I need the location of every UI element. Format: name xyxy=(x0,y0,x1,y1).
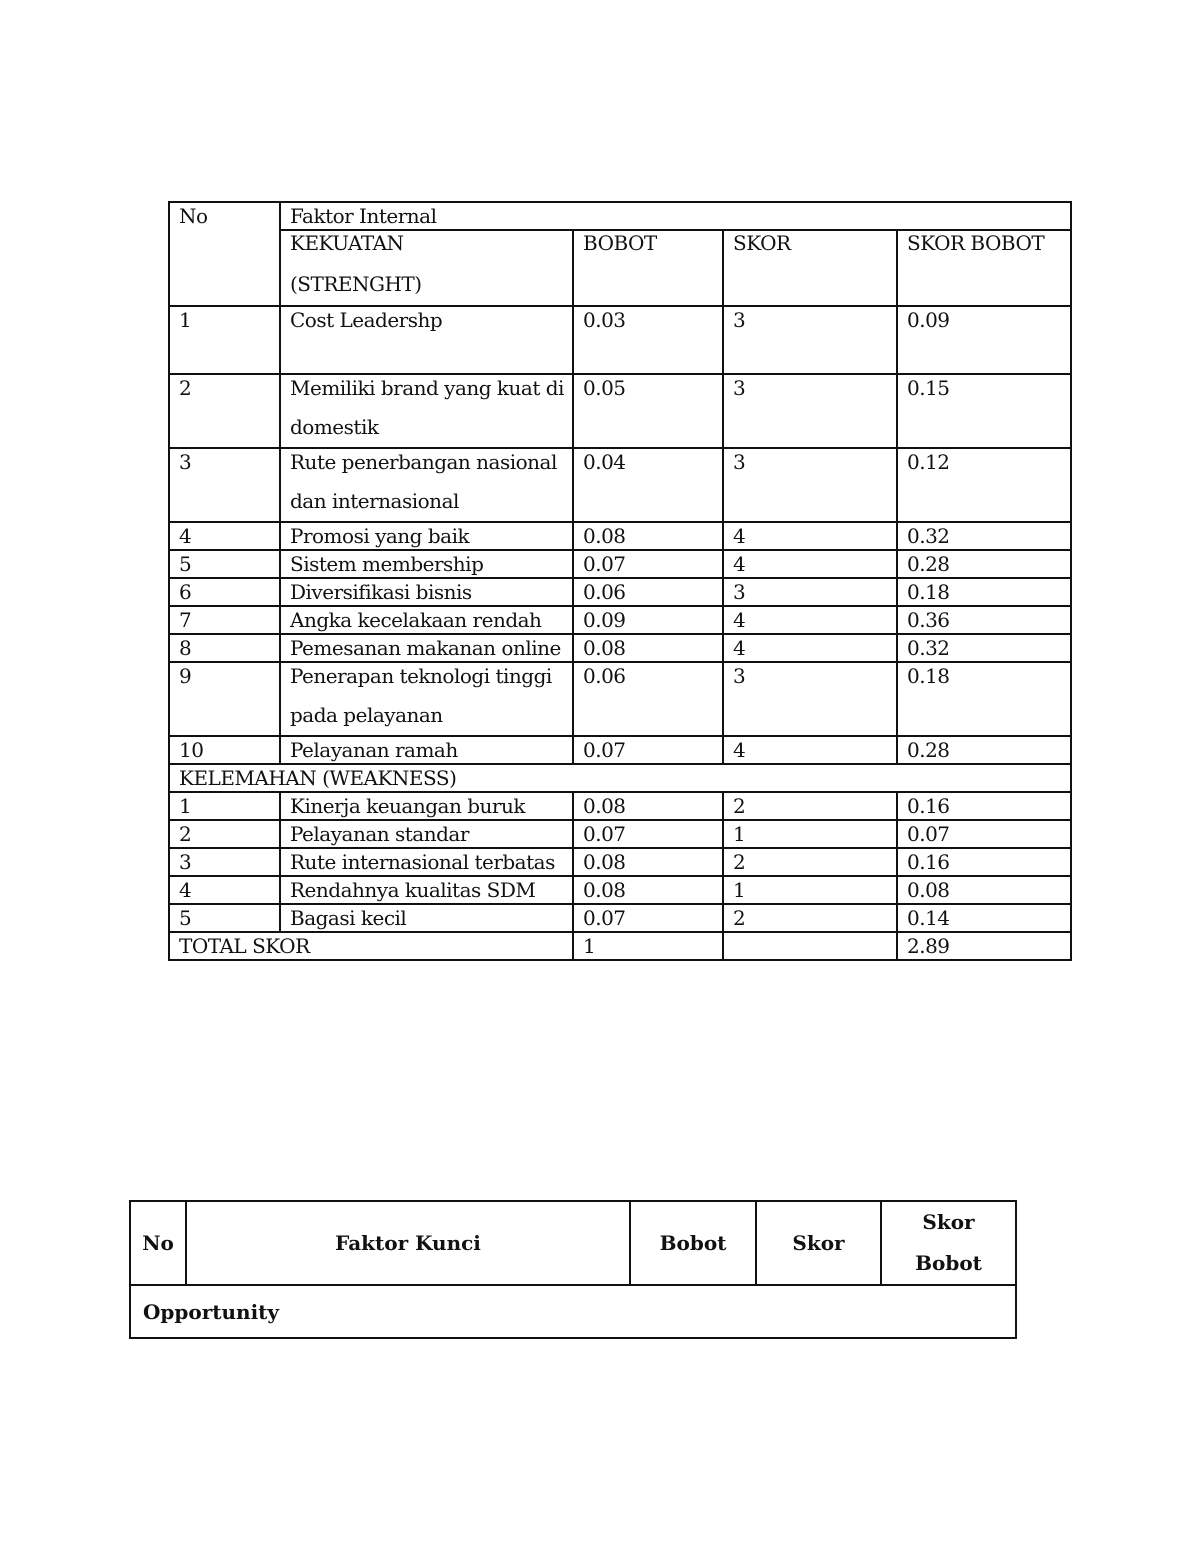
table-row xyxy=(169,448,1071,522)
cell-skor: 4 xyxy=(723,522,897,550)
cell-skor: 1 xyxy=(723,876,897,904)
cell-skor-bobot: 0.36 xyxy=(897,606,1071,634)
efe-header-skor: Skor xyxy=(756,1201,881,1285)
cell-skor: 3 xyxy=(723,448,897,522)
cell-bobot: 0.08 xyxy=(573,792,723,820)
cell-no: 2 xyxy=(169,374,280,448)
table-row xyxy=(169,578,1071,606)
table-row xyxy=(169,374,1071,448)
table-row xyxy=(169,820,1071,848)
cell-bobot: 0.08 xyxy=(573,848,723,876)
cell-skor-bobot: 0.08 xyxy=(897,876,1071,904)
weakness-section-label: KELEMAHAN (WEAKNESS) xyxy=(169,764,1071,792)
cell-skor-bobot: 0.16 xyxy=(897,792,1071,820)
total-row xyxy=(169,932,1071,960)
cell-skor: 2 xyxy=(723,904,897,932)
cell-skor: 3 xyxy=(723,662,897,736)
cell-no: 2 xyxy=(169,820,280,848)
cell-skor: 3 xyxy=(723,374,897,448)
cell-skor-bobot: 0.32 xyxy=(897,634,1071,662)
cell-skor-bobot: 0.09 xyxy=(897,306,1071,374)
cell-bobot: 0.05 xyxy=(573,374,723,448)
cell-skor: 4 xyxy=(723,736,897,764)
efe-header-faktor-kunci: Faktor Kunci xyxy=(186,1201,630,1285)
total-bobot: 1 xyxy=(573,932,723,960)
cell-faktor: Memiliki brand yang kuat di domestik xyxy=(280,374,573,448)
cell-skor: 2 xyxy=(723,848,897,876)
cell-no: 1 xyxy=(169,306,280,374)
cell-no: 7 xyxy=(169,606,280,634)
total-skor xyxy=(723,932,897,960)
cell-skor: 4 xyxy=(723,634,897,662)
cell-faktor: Diversifikasi bisnis xyxy=(280,578,573,606)
cell-faktor: Promosi yang baik xyxy=(280,522,573,550)
table-row xyxy=(169,606,1071,634)
cell-bobot: 0.06 xyxy=(573,578,723,606)
header-no: No xyxy=(169,202,280,306)
cell-bobot: 0.07 xyxy=(573,820,723,848)
cell-skor-bobot: 0.18 xyxy=(897,578,1071,606)
cell-skor-bobot: 0.07 xyxy=(897,820,1071,848)
header-skor: SKOR xyxy=(723,230,897,306)
cell-no: 5 xyxy=(169,904,280,932)
cell-bobot: 0.07 xyxy=(573,736,723,764)
cell-bobot: 0.08 xyxy=(573,522,723,550)
cell-skor: 2 xyxy=(723,792,897,820)
cell-bobot: 0.09 xyxy=(573,606,723,634)
cell-skor: 3 xyxy=(723,578,897,606)
cell-skor: 4 xyxy=(723,606,897,634)
table-row xyxy=(169,848,1071,876)
cell-no: 9 xyxy=(169,662,280,736)
cell-faktor: Penerapan teknologi tinggi pada pelayanan xyxy=(280,662,573,736)
cell-faktor: Angka kecelakaan rendah xyxy=(280,606,573,634)
cell-skor: 3 xyxy=(723,306,897,374)
cell-skor: 1 xyxy=(723,820,897,848)
efe-table xyxy=(129,1200,1017,1339)
cell-no: 10 xyxy=(169,736,280,764)
cell-faktor: Rendahnya kualitas SDM xyxy=(280,876,573,904)
cell-no: 3 xyxy=(169,448,280,522)
cell-bobot: 0.08 xyxy=(573,876,723,904)
header-bobot: BOBOT xyxy=(573,230,723,306)
cell-faktor: Cost Leadershp xyxy=(280,306,573,374)
cell-faktor: Sistem membership xyxy=(280,550,573,578)
cell-no: 4 xyxy=(169,522,280,550)
efe-header-skor-bobot: Skor Bobot xyxy=(881,1201,1016,1285)
cell-skor-bobot: 0.18 xyxy=(897,662,1071,736)
table-row xyxy=(169,904,1071,932)
efe-section-opportunity: Opportunity xyxy=(130,1285,1016,1338)
cell-skor-bobot: 0.12 xyxy=(897,448,1071,522)
table-row xyxy=(169,522,1071,550)
cell-skor-bobot: 0.16 xyxy=(897,848,1071,876)
table-row xyxy=(169,550,1071,578)
cell-no: 4 xyxy=(169,876,280,904)
cell-skor-bobot: 0.15 xyxy=(897,374,1071,448)
cell-bobot: 0.08 xyxy=(573,634,723,662)
cell-bobot: 0.03 xyxy=(573,306,723,374)
table-row xyxy=(169,306,1071,374)
cell-no: 6 xyxy=(169,578,280,606)
cell-skor-bobot: 0.28 xyxy=(897,736,1071,764)
cell-faktor: Bagasi kecil xyxy=(280,904,573,932)
cell-bobot: 0.06 xyxy=(573,662,723,736)
efe-header-bobot: Bobot xyxy=(630,1201,756,1285)
cell-skor-bobot: 0.28 xyxy=(897,550,1071,578)
cell-no: 1 xyxy=(169,792,280,820)
cell-faktor: Kinerja keuangan buruk xyxy=(280,792,573,820)
table-row xyxy=(169,736,1071,764)
cell-no: 8 xyxy=(169,634,280,662)
cell-faktor: Pelayanan standar xyxy=(280,820,573,848)
efe-header-no: No xyxy=(130,1201,186,1285)
cell-faktor: Pelayanan ramah xyxy=(280,736,573,764)
cell-no: 5 xyxy=(169,550,280,578)
header-faktor-internal: Faktor Internal xyxy=(280,202,1071,230)
cell-bobot: 0.07 xyxy=(573,904,723,932)
table-row xyxy=(169,876,1071,904)
cell-faktor: Pemesanan makanan online xyxy=(280,634,573,662)
table-row xyxy=(169,662,1071,736)
cell-bobot: 0.07 xyxy=(573,550,723,578)
cell-faktor: Rute penerbangan nasional dan internasional xyxy=(280,448,573,522)
ife-table xyxy=(168,201,1072,961)
cell-bobot: 0.04 xyxy=(573,448,723,522)
cell-faktor: Rute internasional terbatas xyxy=(280,848,573,876)
total-skor-bobot: 2.89 xyxy=(897,932,1071,960)
header-kekuatan: KEKUATAN (STRENGHT) xyxy=(280,230,573,306)
cell-skor: 4 xyxy=(723,550,897,578)
cell-skor-bobot: 0.32 xyxy=(897,522,1071,550)
cell-skor-bobot: 0.14 xyxy=(897,904,1071,932)
header-skor-bobot: SKOR BOBOT xyxy=(897,230,1071,306)
total-label: TOTAL SKOR xyxy=(169,932,573,960)
table-row xyxy=(169,792,1071,820)
cell-no: 3 xyxy=(169,848,280,876)
